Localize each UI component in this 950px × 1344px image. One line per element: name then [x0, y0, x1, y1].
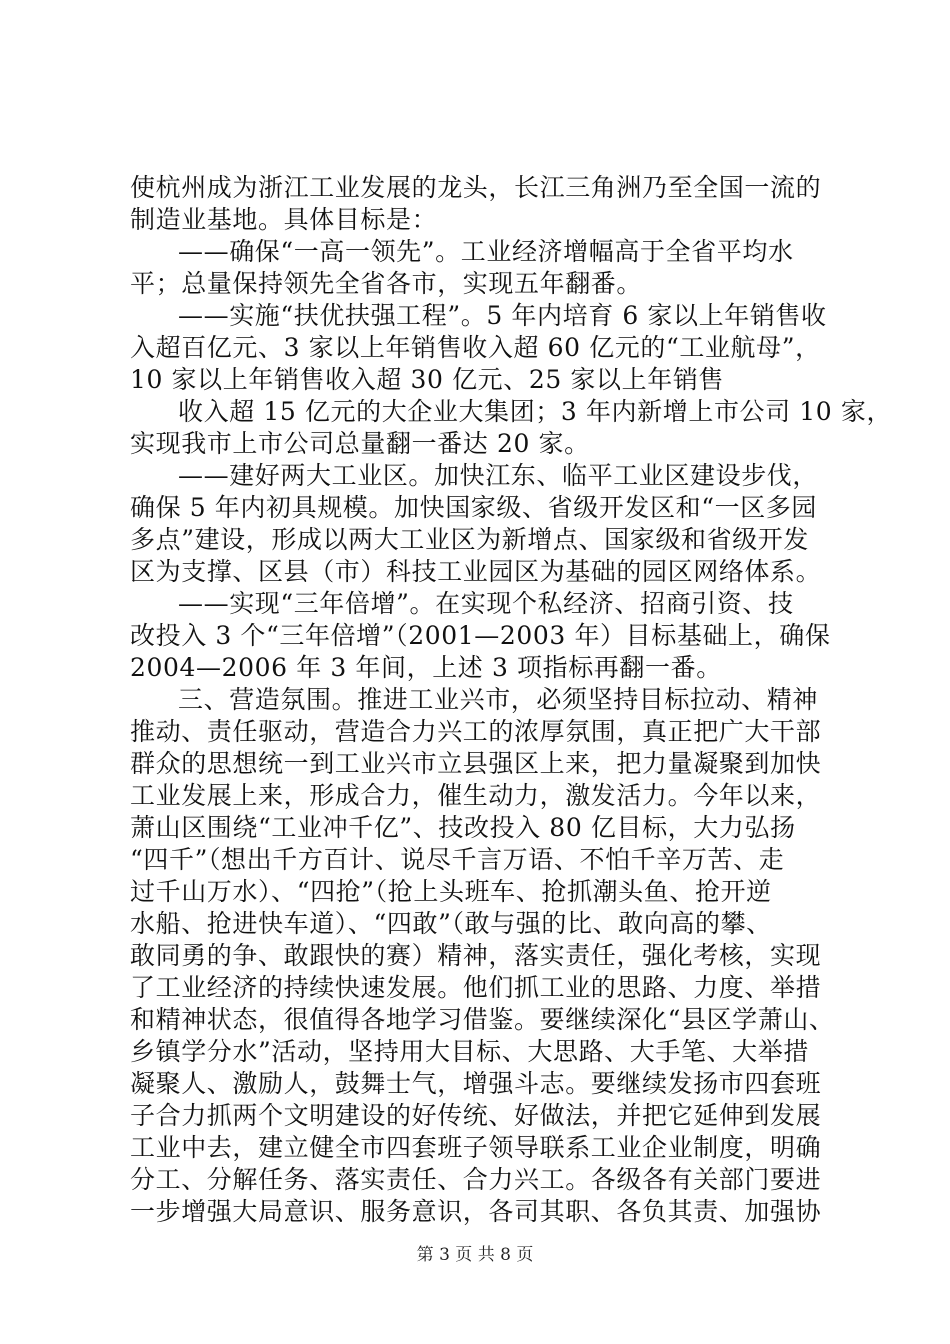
text-line: 收入超 15 亿元的大企业大集团；3 年内新增上市公司 10 家， — [178, 397, 893, 426]
text-line: 入超百亿元、3 家以上年销售收入超 60 亿元的“工业航母”， — [130, 333, 821, 362]
text-line: 多点”建设，形成以两大工业区为新增点、国家级和省级开发 — [130, 525, 809, 554]
text-line: 了工业经济的持续快速发展。他们抓工业的思路、力度、举措 — [130, 973, 822, 1002]
text-line: 工业发展上来，形成合力，催生动力，激发活力。今年以来， — [130, 781, 822, 810]
text-line: 实现我市上市公司总量翻一番达 20 家。 — [130, 429, 590, 458]
text-line: ——实现“三年倍增”。在实现个私经济、招商引资、技 — [178, 589, 794, 618]
text-line: 水船、抢进快车道）、“四敢”（敢与强的比、敢向高的攀、 — [130, 909, 772, 938]
text-line: 使杭州成为浙江工业发展的龙头，长江三角洲乃至全国一流的 — [130, 173, 822, 202]
text-line: 改投入 3 个“三年倍增”（2001—2003 年）目标基础上，确保 — [130, 621, 831, 650]
text-line: 推动、责任驱动，营造合力兴工的浓厚氛围，真正把广大干部 — [130, 717, 822, 746]
text-line: 一步增强大局意识、服务意识，各司其职、各负其责、加强协 — [130, 1197, 822, 1226]
text-line: 三、营造氛围。推进工业兴市，必须坚持目标拉动、精神 — [178, 685, 819, 714]
page-footer: 第 3 页 共 8 页 — [416, 1245, 534, 1265]
text-line: ——建好两大工业区。加快江东、临平工业区建设步伐， — [178, 461, 819, 490]
text-line: ——实施“扶优扶强工程”。5 年内培育 6 家以上年销售收 — [178, 301, 827, 330]
text-line: 和精神状态，很值得各地学习借鉴。要继续深化“县区学萧山、 — [130, 1005, 835, 1034]
text-line: “四千”（想出千方百计、说尽千言万语、不怕千辛万苦、走 — [130, 845, 785, 874]
text-line: 分工、分解任务、落实责任、合力兴工。各级各有关部门要进 — [130, 1165, 822, 1194]
text-line: 萧山区围绕“工业冲千亿”、技改投入 80 亿目标，大力弘扬 — [130, 813, 796, 842]
text-line: ——确保“一高一领先”。工业经济增幅高于全省平均水 — [178, 237, 794, 266]
text-line: 2004—2006 年 3 年间，上述 3 项指标再翻一番。 — [130, 653, 722, 682]
document-body — [130, 172, 893, 1228]
text-line: 乡镇学分水”活动，坚持用大目标、大思路、大手笔、大举措 — [130, 1037, 809, 1066]
text-line: 过千山万水）、“四抢”（抢上头班车、抢抓潮头鱼、抢开逆 — [130, 877, 772, 906]
text-line: 子合力抓两个文明建设的好传统、好做法，并把它延伸到发展 — [130, 1101, 822, 1130]
text-line: 工业中去，建立健全市四套班子领导联系工业企业制度，明确 — [130, 1133, 822, 1162]
text-line: 凝聚人、激励人，鼓舞士气，增强斗志。要继续发扬市四套班 — [130, 1069, 822, 1098]
text-line: 确保 5 年内初具规模。加快国家级、省级开发区和“一区多园 — [130, 493, 817, 522]
text-line: 区为支撑、区县（市）科技工业园区为基础的园区网络体系。 — [130, 557, 822, 586]
text-line: 平；总量保持领先全省各市，实现五年翻番。 — [130, 269, 643, 298]
text-line: 敢同勇的争、敢跟快的赛）精神，落实责任，强化考核，实现 — [130, 941, 822, 970]
text-line: 群众的思想统一到工业兴市立县强区上来，把力量凝聚到加快 — [130, 749, 822, 778]
text-line: 10 家以上年销售收入超 30 亿元、25 家以上年销售 — [130, 365, 725, 394]
text-line: 制造业基地。具体目标是： — [130, 205, 438, 234]
